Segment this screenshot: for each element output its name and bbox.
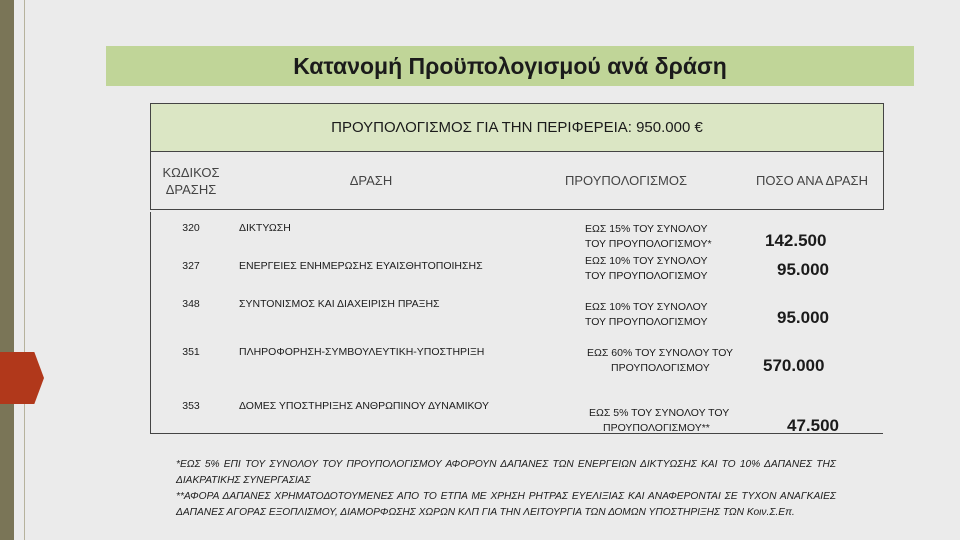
row-budget-line2: ΤΟΥ ΠΡΟΥΠΟΛΟΓΙΣΜΟΥ [585, 316, 708, 328]
row-amount: 95.000 [777, 260, 829, 279]
column-header-action: ΔΡΑΣΗ [349, 173, 393, 188]
row-budget-line2: ΠΡΟΥΠΟΛΟΓΙΣΜΟΥ** [603, 422, 710, 434]
footnote-2: **ΑΦΟΡΑ ΔΑΠΑΝΕΣ ΧΡΗΜΑΤΟΔΟΤΟΥΜΕΝΕΣ ΑΠΟ ΤΟ ΕΤΠΑ ΜΕ ΧΡΗΣΗ ΡΗΤΡΑΣ ΕΥΕΛΙΞΙΑΣ ΚΑΙ ΑΝΑΦΕΡΟΝΤΑΙ ΣΕ ΤΥΧΟΝ ΑΝΑΓΚΑΙΕΣ ΔΑΠΑΝΕΣ ΑΓΟΡΑΣ ΕΞΟΠΛΙΣΜΟΥ, ΔΙΑΜΟΡΦΩΣΗΣ ΧΩΡΩΝ ΚΛΠ ΓΙΑ ΤΗΝ ΛΕΙΤΟΥΡΓΙΑ ΤΩΝ ΔΟΜΩΝ ΥΠΟΣΤΗΡΙΞΗΣ ΤΩΝ Κοιν.Σ.Επ. [176, 491, 836, 518]
table-body [150, 212, 883, 434]
title-band [106, 46, 914, 86]
row-budget-line1: ΕΩΣ 5% ΤΟΥ ΣΥΝΟΛΟΥ ΤΟΥ [589, 407, 730, 419]
budget-table [150, 103, 884, 210]
row-budget [585, 254, 708, 284]
row-action: ΕΝΕΡΓΕΙΕΣ ΕΝΗΜΕΡΩΣΗΣ ΕΥΑΙΣΘΗΤΟΠΟΙΗΣΗΣ [239, 260, 483, 272]
row-budget-line1: ΕΩΣ 60% ΤΟΥ ΣΥΝΟΛΟΥ ΤΟΥ [587, 347, 734, 359]
row-amount: 570.000 [763, 356, 825, 375]
row-code: 327 [182, 260, 200, 272]
row-action: ΠΛΗΡΟΦΟΡΗΣΗ-ΣΥΜΒΟΥΛΕΥΤΙΚΗ-ΥΠΟΣΤΗΡΙΞΗ [239, 346, 485, 358]
side-decoration-bar [0, 0, 14, 540]
row-budget-line2: ΤΟΥ ΠΡΟΥΠΟΛΟΓΙΣΜΟΥ [585, 270, 708, 282]
row-action: ΔΙΚΤΥΩΣΗ [239, 222, 291, 234]
arrow-marker-shape [0, 352, 44, 404]
row-action: ΔΟΜΕΣ ΥΠΟΣΤΗΡΙΞΗΣ ΑΝΘΡΩΠΙΝΟΥ ΔΥΝΑΜΙΚΟΥ [239, 400, 489, 412]
budget-total-header: ΠΡΟΥΠΟΛΟΓΙΣΜΟΣ ΓΙΑ ΤΗΝ ΠΕΡΙΦΕΡΕΙΑ: 950.000 € [151, 104, 883, 152]
column-header-budget: ΠΡΟΥΠΟΛΟΓΙΣΜΟΣ [565, 173, 687, 188]
column-header-amount: ΠΟΣΟ ΑΝΑ ΔΡΑΣΗ [756, 173, 868, 188]
row-code: 348 [182, 298, 200, 310]
row-budget-line2: ΠΡΟΥΠΟΛΟΓΙΣΜΟΥ [611, 362, 710, 374]
row-budget [589, 406, 729, 436]
footnote-1: *ΕΩΣ 5% ΕΠΙ ΤΟΥ ΣΥΝΟΛΟΥ ΤΟΥ ΠΡΟΥΠΟΛΟΓΙΣΜΟΥ ΑΦΟΡΟΥΝ ΔΑΠΑΝΕΣ ΤΩΝ ΕΝΕΡΓΕΙΩΝ ΔΙΚΤΥΩΣΗΣ ΚΑΙ ΤΟ 10% ΔΑΠΑΝΕΣ ΤΗΣ ΔΙΑΚΡΑΤΙΚΗΣ ΣΥΝΕΡΓΑΣΙΑΣ [176, 459, 836, 486]
row-budget [587, 346, 733, 376]
row-budget [585, 300, 708, 330]
row-budget-line1: ΕΩΣ 15% ΤΟΥ ΣΥΝΟΛΟΥ [585, 223, 708, 235]
row-budget-line1: ΕΩΣ 10% ΤΟΥ ΣΥΝΟΛΟΥ [585, 255, 708, 267]
row-action: ΣΥΝΤΟΝΙΣΜΟΣ ΚΑΙ ΔΙΑΧΕΙΡΙΣΗ ΠΡΑΞΗΣ [239, 298, 440, 310]
row-code: 351 [182, 346, 200, 358]
row-amount: 47.500 [787, 416, 839, 435]
row-budget-line2: ΤΟΥ ΠΡΟΥΠΟΛΟΓΙΣΜΟΥ* [585, 238, 712, 250]
row-code: 320 [182, 222, 200, 234]
row-budget-line1: ΕΩΣ 10% ΤΟΥ ΣΥΝΟΛΟΥ [585, 301, 708, 313]
side-decoration-line [24, 0, 25, 540]
column-headers [151, 152, 883, 210]
row-budget [585, 222, 712, 252]
column-header-code: ΚΩΔΙΚΟΣ ΔΡΑΣΗΣ [162, 164, 220, 197]
page-title: Κατανομή Προϋπολογισμού ανά δράση [293, 52, 727, 79]
row-amount: 95.000 [777, 308, 829, 327]
footnotes [176, 457, 836, 521]
row-code: 353 [182, 400, 200, 412]
row-amount: 142.500 [765, 231, 827, 250]
